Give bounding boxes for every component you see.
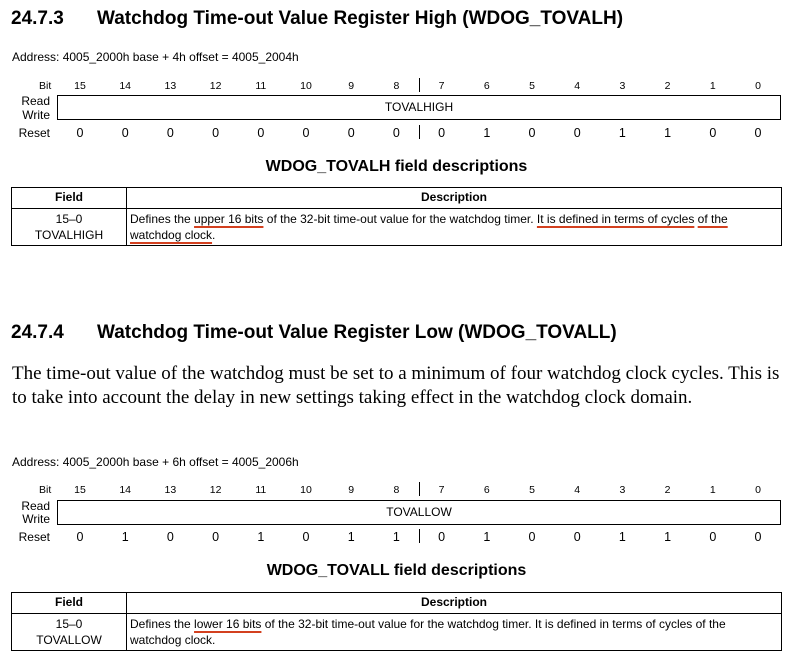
bit-number: 3 [619, 484, 626, 496]
reset-value: 1 [347, 530, 355, 544]
byte-divider [419, 482, 420, 496]
description-cell [127, 614, 782, 651]
table-row [12, 209, 782, 246]
write-label: Write [22, 108, 50, 122]
field-descriptions-table [11, 592, 782, 651]
reset-value: 0 [76, 126, 84, 140]
bit-number: 2 [664, 80, 671, 92]
register-field-box [57, 95, 781, 120]
reset-value: 0 [166, 530, 174, 544]
reset-value: 0 [528, 126, 536, 140]
bit-number: 11 [255, 484, 267, 496]
reset-value: 0 [573, 126, 581, 140]
reset-row [12, 126, 792, 142]
bit-number: 15 [74, 80, 86, 92]
reset-value: 1 [121, 530, 129, 544]
reset-value: 0 [754, 530, 762, 544]
bit-number: 5 [529, 80, 535, 92]
reset-value: 1 [618, 530, 626, 544]
reset-value: 0 [212, 126, 220, 140]
reset-value: 0 [754, 126, 762, 140]
bit-number-row [12, 80, 792, 94]
bit-number: 14 [119, 484, 132, 496]
field-name: TOVALLOW [386, 505, 452, 519]
field-bits: 15–0 [55, 617, 83, 631]
reset-value: 0 [76, 530, 84, 544]
header-description: Description [127, 188, 782, 209]
section-number: 24.7.4 [11, 322, 64, 343]
field-name: TOVALLOW [36, 633, 102, 647]
read-label: Read [21, 499, 50, 513]
byte-divider [419, 78, 420, 92]
table-header-row [12, 593, 782, 614]
bit-number: 5 [529, 484, 535, 496]
reset-value: 1 [618, 126, 626, 140]
header-description: Description [127, 593, 782, 614]
reset-value: 0 [528, 530, 536, 544]
write-label: Write [22, 512, 50, 526]
description-text: of the 32-bit time-out value for the watchdog timer. It is defined in terms of cycles of the watchdog clock. [130, 617, 726, 647]
reset-value: 0 [212, 530, 220, 544]
reset-value: 0 [302, 126, 310, 140]
reset-value: 0 [121, 126, 129, 140]
table-row [12, 614, 782, 651]
field-cell [12, 209, 127, 246]
reset-value: 1 [483, 126, 491, 140]
bit-number: 10 [300, 80, 312, 92]
description-text: of the 32-bit time-out value for the watchdog timer. [263, 212, 537, 226]
reset-value: 0 [392, 126, 400, 140]
reset-value: 0 [709, 530, 717, 544]
section-heading-tovall [11, 322, 617, 344]
description-cell [127, 209, 782, 246]
bit-label: Bit [39, 80, 52, 92]
header-field: Field [12, 188, 127, 209]
field-name: TOVALHIGH [384, 100, 454, 114]
reset-label: Reset [18, 126, 50, 140]
bit-number: 14 [119, 80, 132, 92]
bit-number: 15 [74, 484, 86, 496]
highlight-defined-cycles: It is defined in terms of cycles [536, 212, 695, 226]
bit-number: 1 [709, 80, 716, 92]
bit-number: 7 [438, 484, 445, 496]
table-caption: WDOG_TOVALH field descriptions [265, 158, 528, 175]
bit-number: 13 [164, 484, 177, 496]
header-field: Field [12, 593, 127, 614]
table-header-row [12, 188, 782, 209]
highlight-upper-bits: upper 16 bits [194, 212, 264, 226]
bit-number: 8 [393, 484, 400, 496]
bit-number: 3 [619, 80, 626, 92]
read-label: Read [21, 94, 50, 108]
field-cell [12, 614, 127, 651]
reset-value: 0 [302, 530, 310, 544]
byte-divider [419, 125, 420, 139]
field-bits: 15–0 [55, 212, 83, 226]
bit-number: 0 [755, 80, 761, 92]
table-caption: WDOG_TOVALL field descriptions [266, 562, 527, 579]
bit-number: 13 [164, 80, 177, 92]
highlight-lower-bits: lower 16 bits [194, 617, 262, 631]
register-address: Address: 4005_2000h base + 6h offset = 4005_2006h [12, 455, 299, 469]
byte-divider [419, 529, 420, 543]
reset-label: Reset [18, 530, 50, 544]
reset-value: 0 [166, 126, 174, 140]
reset-value: 1 [392, 530, 400, 544]
reset-row [12, 530, 792, 546]
bit-number-row [12, 484, 792, 498]
reset-value: 0 [438, 126, 446, 140]
section-heading-tovalh [11, 8, 623, 30]
bit-number: 4 [574, 80, 581, 92]
reset-value: 0 [347, 126, 355, 140]
bit-number: 0 [755, 484, 761, 496]
bit-number: 8 [393, 80, 400, 92]
reset-value: 0 [257, 126, 265, 140]
field-name: TOVALHIGH [34, 228, 104, 242]
reset-value: 0 [438, 530, 446, 544]
bit-number: 9 [348, 80, 355, 92]
intro-paragraph: The time-out value of the watchdog must be set to a minimum of four watchdog clock cycles. This is to take into account the delay in new settings taking effect in the watchdog clock domain. [12, 363, 780, 408]
reset-value: 1 [664, 126, 672, 140]
section-title: Watchdog Time-out Value Register Low (WDOG_TOVALL) [97, 322, 617, 343]
section-title: Watchdog Time-out Value Register High (WDOG_TOVALH) [97, 8, 624, 29]
register-field-box [57, 500, 781, 525]
reset-value: 1 [664, 530, 672, 544]
bit-number: 10 [300, 484, 312, 496]
bit-number: 6 [483, 80, 490, 92]
description-text: . [212, 228, 216, 242]
bit-number: 9 [348, 484, 355, 496]
section-number: 24.7.3 [11, 8, 64, 29]
reset-value: 1 [483, 530, 491, 544]
bit-label: Bit [39, 484, 52, 496]
bit-number: 6 [483, 484, 490, 496]
reset-value: 1 [257, 530, 265, 544]
bit-number: 2 [664, 484, 671, 496]
bit-number: 4 [574, 484, 581, 496]
bit-number: 7 [438, 80, 445, 92]
description-text: Defines the [130, 617, 195, 631]
bit-number: 1 [709, 484, 716, 496]
description-text: Defines the [130, 212, 195, 226]
bit-number: 11 [255, 80, 267, 92]
reset-value: 0 [709, 126, 717, 140]
bit-number: 12 [209, 484, 222, 496]
reset-value: 0 [573, 530, 581, 544]
field-descriptions-table [11, 187, 782, 246]
register-address: Address: 4005_2000h base + 4h offset = 4005_2004h [12, 50, 299, 64]
highlight-watchdog-clock: of the watchdog clock [130, 212, 728, 242]
bit-number: 12 [209, 80, 222, 92]
